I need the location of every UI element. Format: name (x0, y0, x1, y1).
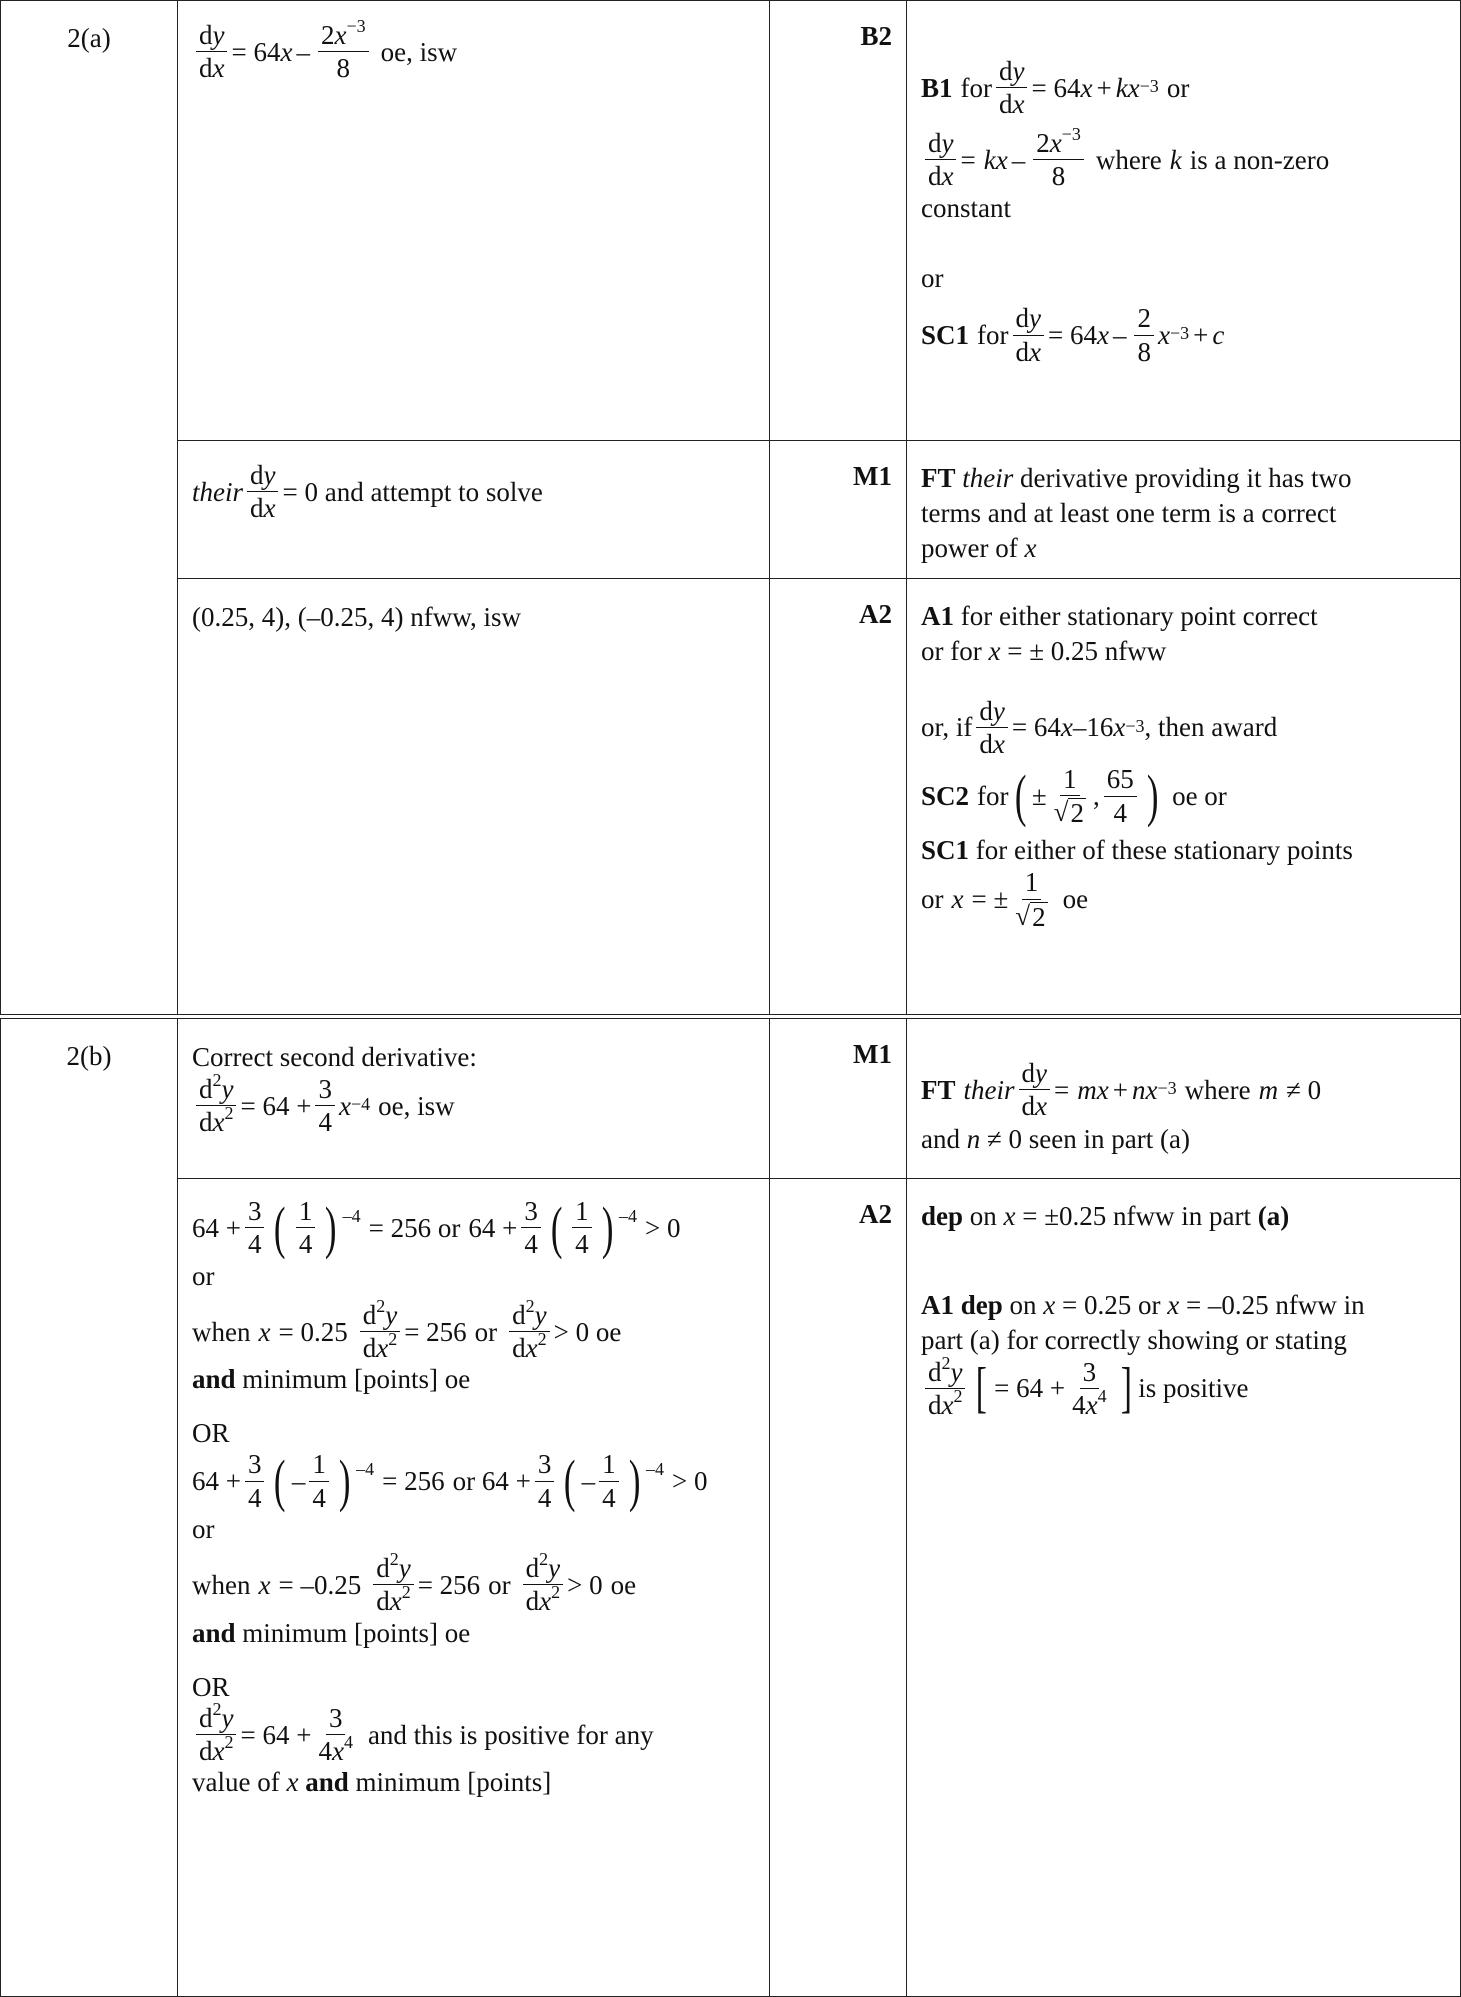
evaluate-at-positive: 64 + $\frac{3}{4}$ ( $\frac{1}{4}$ ) –4 = 256 or 64 + $\frac{3}{4}$ ( $\frac{1}{4}$ ) –4 > 0 (192, 1194, 681, 1260)
guidance-constant: constant (921, 193, 1011, 224)
mark-cell (770, 441, 907, 579)
answer-cell (178, 1179, 770, 1997)
and-minimum-line: and minimum [points] oe (192, 1364, 471, 1395)
guidance-positive-line: $\frac{d^2y}{dx^2}$ [ = 64 + $\frac{3}{4x^4}$ ] is positive (921, 1358, 1446, 1420)
mark-cell (770, 1, 907, 441)
second-derivative-answer: $\frac{d^2y}{dx^2}$ = 64 + $\frac{3}{4}$ x $^{-4}$ oe, isw (192, 1075, 755, 1137)
guidance-a1dep-line: A1 dep on x = 0.25 or x = –0.25 nfww in (921, 1290, 1365, 1320)
guidance-or: or (921, 263, 944, 294)
evaluate-at-negative: 64 + $\frac{3}{4}$ ( – $\frac{1}{4}$ ) –4 = 256 or 64 + $\frac{3}{4}$ ( – $\frac{1}{4}$ ) –4 > 0 (192, 1448, 708, 1514)
guidance-cell (907, 579, 1461, 1015)
or-text: or (192, 1514, 215, 1545)
guidance-b1-line: B1 for $\frac{dy}{dx}$ = 64 x + k x $^{-3}$ or (921, 56, 1190, 120)
mark-cell (770, 1179, 907, 1997)
guidance-ft-line: FT their derivative providing it has two (921, 463, 1352, 493)
or-text: or (192, 1260, 215, 1291)
mark-m1: M1 (853, 461, 892, 491)
answer-cell (178, 579, 770, 1015)
or-caps-text: OR (192, 1418, 230, 1449)
guidance-cell (907, 441, 1461, 579)
and-minimum-line: and minimum [points] oe (192, 1617, 471, 1648)
general-positive-line: $\frac{d^2y}{dx^2}$ = 64 + $\frac{3}{4x^4}$ and this is positive for any (192, 1704, 755, 1766)
question-label: 2(b) (66, 1041, 112, 1071)
their-dydx-answer: their $\frac{dy}{dx}$ = 0 and attempt to solve (192, 460, 543, 524)
guidance-kx-line: $\frac{dy}{dx}$ = k x – $\frac{2x^{-3}}{8}$ where k is a non-zero (921, 129, 1446, 191)
or-caps-text: OR (192, 1671, 230, 1702)
guidance-sc1-line: SC1 for $\frac{dy}{dx}$ = 64 x – $\frac{2}{8}$ x $^{-3}$ + c (921, 303, 1225, 367)
answer-cell (178, 1, 770, 441)
guidance-power-line: power of x (921, 533, 1037, 563)
guidance-terms-line: terms and at least one term is a correct (921, 498, 1337, 528)
guidance-cell (907, 1, 1461, 441)
mark-a2: A2 (859, 599, 892, 629)
mark-cell (770, 1019, 907, 1179)
mark-b2: B2 (860, 21, 892, 51)
value-of-x-line: value of x and minimum [points] (192, 1767, 552, 1798)
guidance-x-pm-line: or x = ± 1 √ 2 oe (921, 867, 1089, 932)
guidance-showing-line: part (a) for correctly showing or stating (921, 1325, 1347, 1355)
guidance-sc2-line: SC2 for ( ± 1 √ 2 , $\frac{65}{4}$ ) oe or (921, 762, 1227, 829)
mark-m1: M1 (853, 1039, 892, 1069)
derivative-answer: $\frac{dy}{dx}$ = 64 x – $\frac{2x^{-3}}{8}$ oe, isw (192, 21, 755, 83)
guidance-and-n-line: and n ≠ 0 seen in part (a) (921, 1123, 1190, 1154)
question-number (1, 1019, 178, 1997)
mark-a2: A2 (859, 1199, 892, 1229)
guidance-ft-line: FT their $\frac{dy}{dx}$ = m x + n x $^{-3}$ where m ≠ 0 (921, 1058, 1322, 1122)
second-derivative-title: Correct second derivative: (192, 1042, 477, 1072)
stationary-points-answer: (0.25, 4), (–0.25, 4) nfww, isw (192, 602, 521, 632)
when-negative-line: when x = –0.25 $\frac{d^2y}{dx^2}$ = 256 or $\frac{d^2y}{dx^2}$ > 0 oe (192, 1549, 637, 1617)
when-positive-line: when x = 0.25 $\frac{d^2y}{dx^2}$ = 256 or $\frac{d^2y}{dx^2}$ > 0 oe (192, 1295, 622, 1364)
guidance-x-line: or for x = ± 0.25 nfww (921, 636, 1167, 666)
answer-cell (178, 1019, 770, 1179)
question-label: 2(a) (67, 23, 111, 53)
mark-cell (770, 579, 907, 1015)
guidance-cell (907, 1019, 1461, 1179)
mark-scheme-table-part-b (0, 1018, 1461, 1997)
guidance-sc1-line: SC1 for either of these stationary points (921, 835, 1353, 866)
guidance-cell (907, 1179, 1461, 1997)
answer-cell (178, 441, 770, 579)
question-number (1, 1, 178, 1015)
guidance-dep-line: dep on x = ±0.25 nfww in part (a) (921, 1201, 1290, 1231)
guidance-a1-line: A1 for either stationary point correct (921, 601, 1318, 631)
guidance-orif-line: or, if $\frac{dy}{dx}$ = 64 x –16 x $^{-3}$ , then award (921, 696, 1278, 760)
